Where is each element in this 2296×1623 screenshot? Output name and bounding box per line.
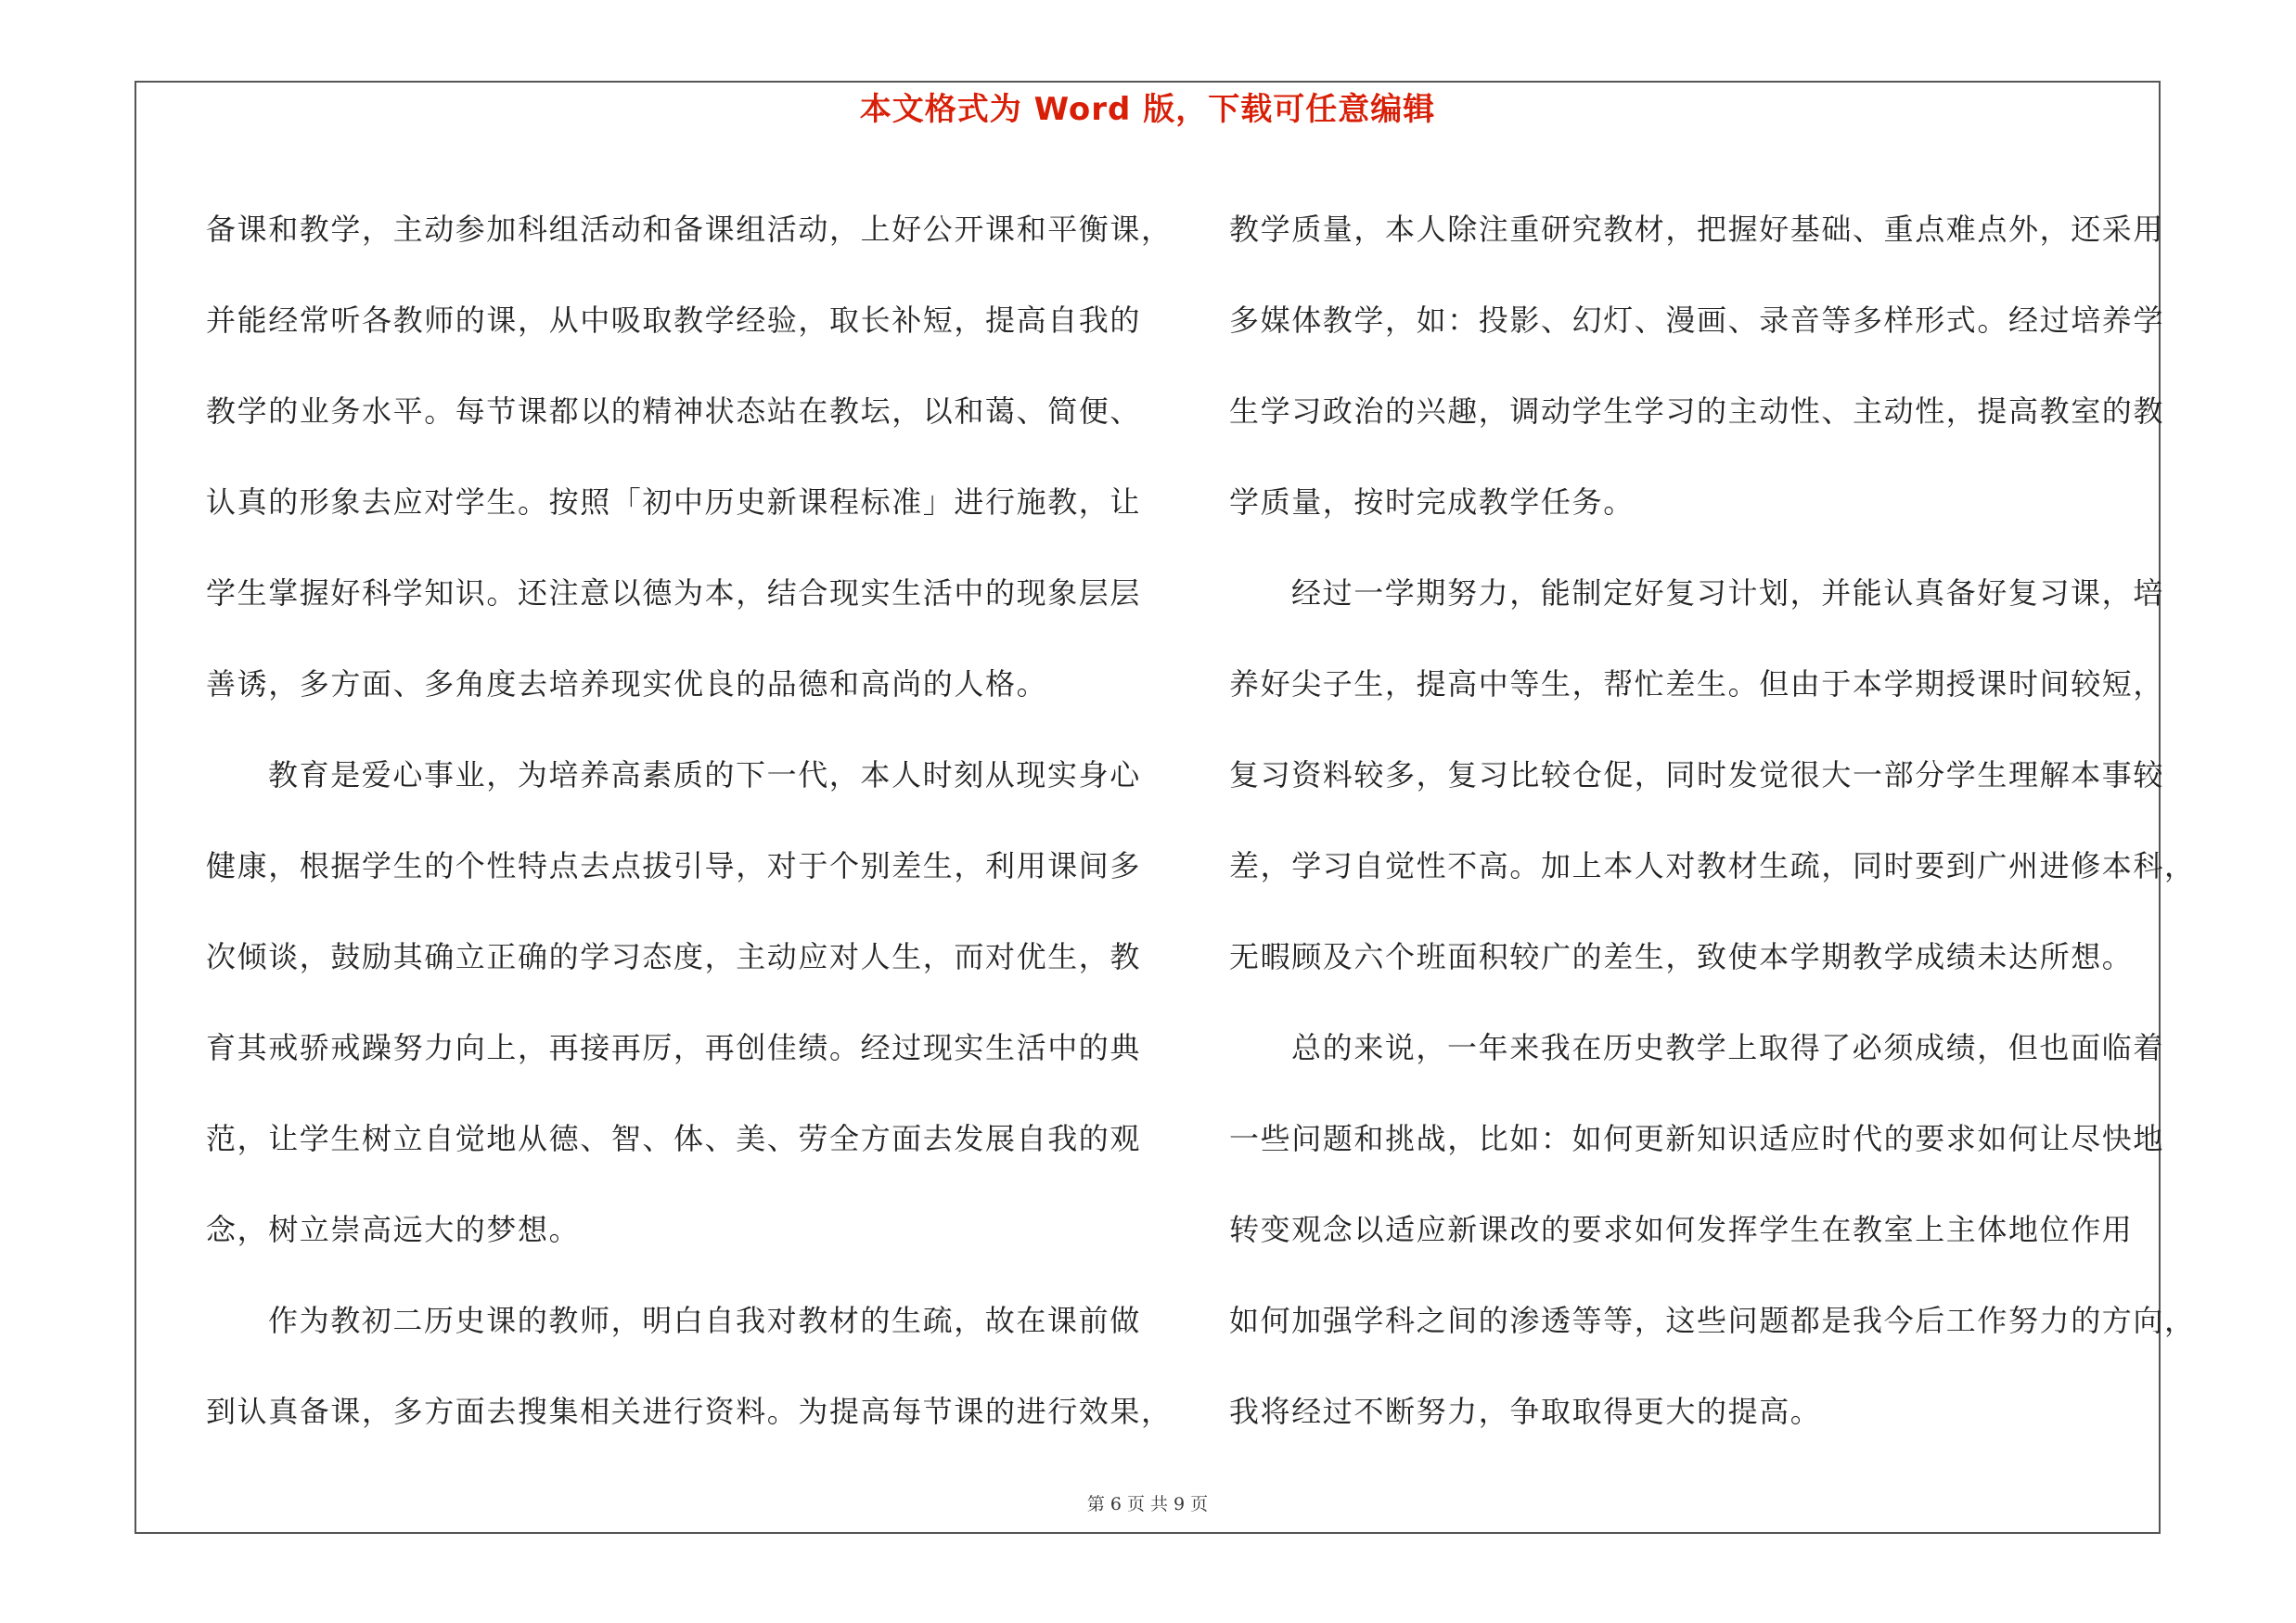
text-line: 认真的形象去应对学生。按照「初中历史新课程标准」进行施教，让 (206, 484, 1142, 520)
text-line: 如何加强学科之间的渗透等等，这些问题都是我今后工作努力的方向， (1229, 1303, 2196, 1338)
text-line: 范，让学生树立自觉地从德、智、体、美、劳全方面去发展自我的观 (206, 1121, 1142, 1156)
word-format-banner: 本文格式为 Word 版，下载可任意编辑 (859, 91, 1436, 128)
text-line: 到认真备课，多方面去搜集相关进行资料。为提高每节课的进行效果， (206, 1394, 1173, 1429)
text-line: 转变观念以适应新课改的要求如何发挥学生在教室上主体地位作用 (1229, 1212, 2134, 1247)
text-line: 育其戒骄戒躁努力向上，再接再厉，再创佳绩。经过现实生活中的典 (206, 1030, 1142, 1065)
text-line: 教学的业务水平。每节课都以的精神状态站在教坛，以和蔼、简便、 (206, 393, 1142, 429)
text-line: 健康，根据学生的个性特点去点拔引导，对于个别差生，利用课间多 (206, 848, 1142, 883)
text-line: 差，学习自觉性不高。加上本人对教材生疏，同时要到广州进修本科， (1229, 848, 2196, 883)
text-line: 学质量，按时完成教学任务。 (1229, 484, 1635, 520)
text-line: 教学质量，本人除注重研究教材，把握好基础、重点难点外，还采用 (1229, 212, 2165, 247)
paragraph-start-line: 经过一学期努力，能制定好复习计划，并能认真备好复习课，培 (1291, 575, 2164, 611)
paragraph-start-line: 作为教初二历史课的教师，明白自我对教材的生疏，故在课前做 (268, 1303, 1141, 1338)
text-line: 复习资料较多，复习比较仓促，同时发觉很大一部分学生理解本事较 (1229, 757, 2165, 792)
text-line: 一些问题和挑战，比如：如何更新知识适应时代的要求如何让尽快地 (1229, 1121, 2165, 1156)
text-line: 生学习政治的兴趣，调动学生学习的主动性、主动性，提高教室的教 (1229, 393, 2165, 429)
paragraph-start-line: 总的来说，一年来我在历史教学上取得了必须成绩，但也面临着 (1291, 1030, 2164, 1065)
text-line: 学生掌握好科学知识。还注意以德为本，结合现实生活中的现象层层 (206, 575, 1142, 611)
text-line: 并能经常听各教师的课，从中吸取教学经验，取长补短，提高自我的 (206, 303, 1142, 338)
text-line: 无暇顾及六个班面积较广的差生，致使本学期教学成绩未达所想。 (1229, 939, 2134, 974)
paragraph-start-line: 教育是爱心事业，为培养高素质的下一代，本人时刻从现实身心 (268, 757, 1141, 792)
text-line: 次倾谈，鼓励其确立正确的学习态度，主动应对人生，而对优生，教 (206, 939, 1142, 974)
page-number-footer: 第 6 页 共 9 页 (1086, 1494, 1209, 1514)
text-line: 养好尖子生，提高中等生，帮忙差生。但由于本学期授课时间较短， (1229, 666, 2165, 702)
text-line: 念，树立崇高远大的梦想。 (206, 1212, 581, 1247)
text-line: 备课和教学，主动参加科组活动和备课组活动，上好公开课和平衡课， (206, 212, 1173, 247)
right-text-column (1229, 184, 2196, 1457)
text-line: 我将经过不断努力，争取取得更大的提高。 (1229, 1394, 1822, 1429)
text-line: 善诱，多方面、多角度去培养现实优良的品德和高尚的人格。 (206, 666, 1048, 702)
text-line: 多媒体教学，如：投影、幻灯、漫画、录音等多样形式。经过培养学 (1229, 303, 2165, 338)
left-text-column (206, 184, 1173, 1457)
